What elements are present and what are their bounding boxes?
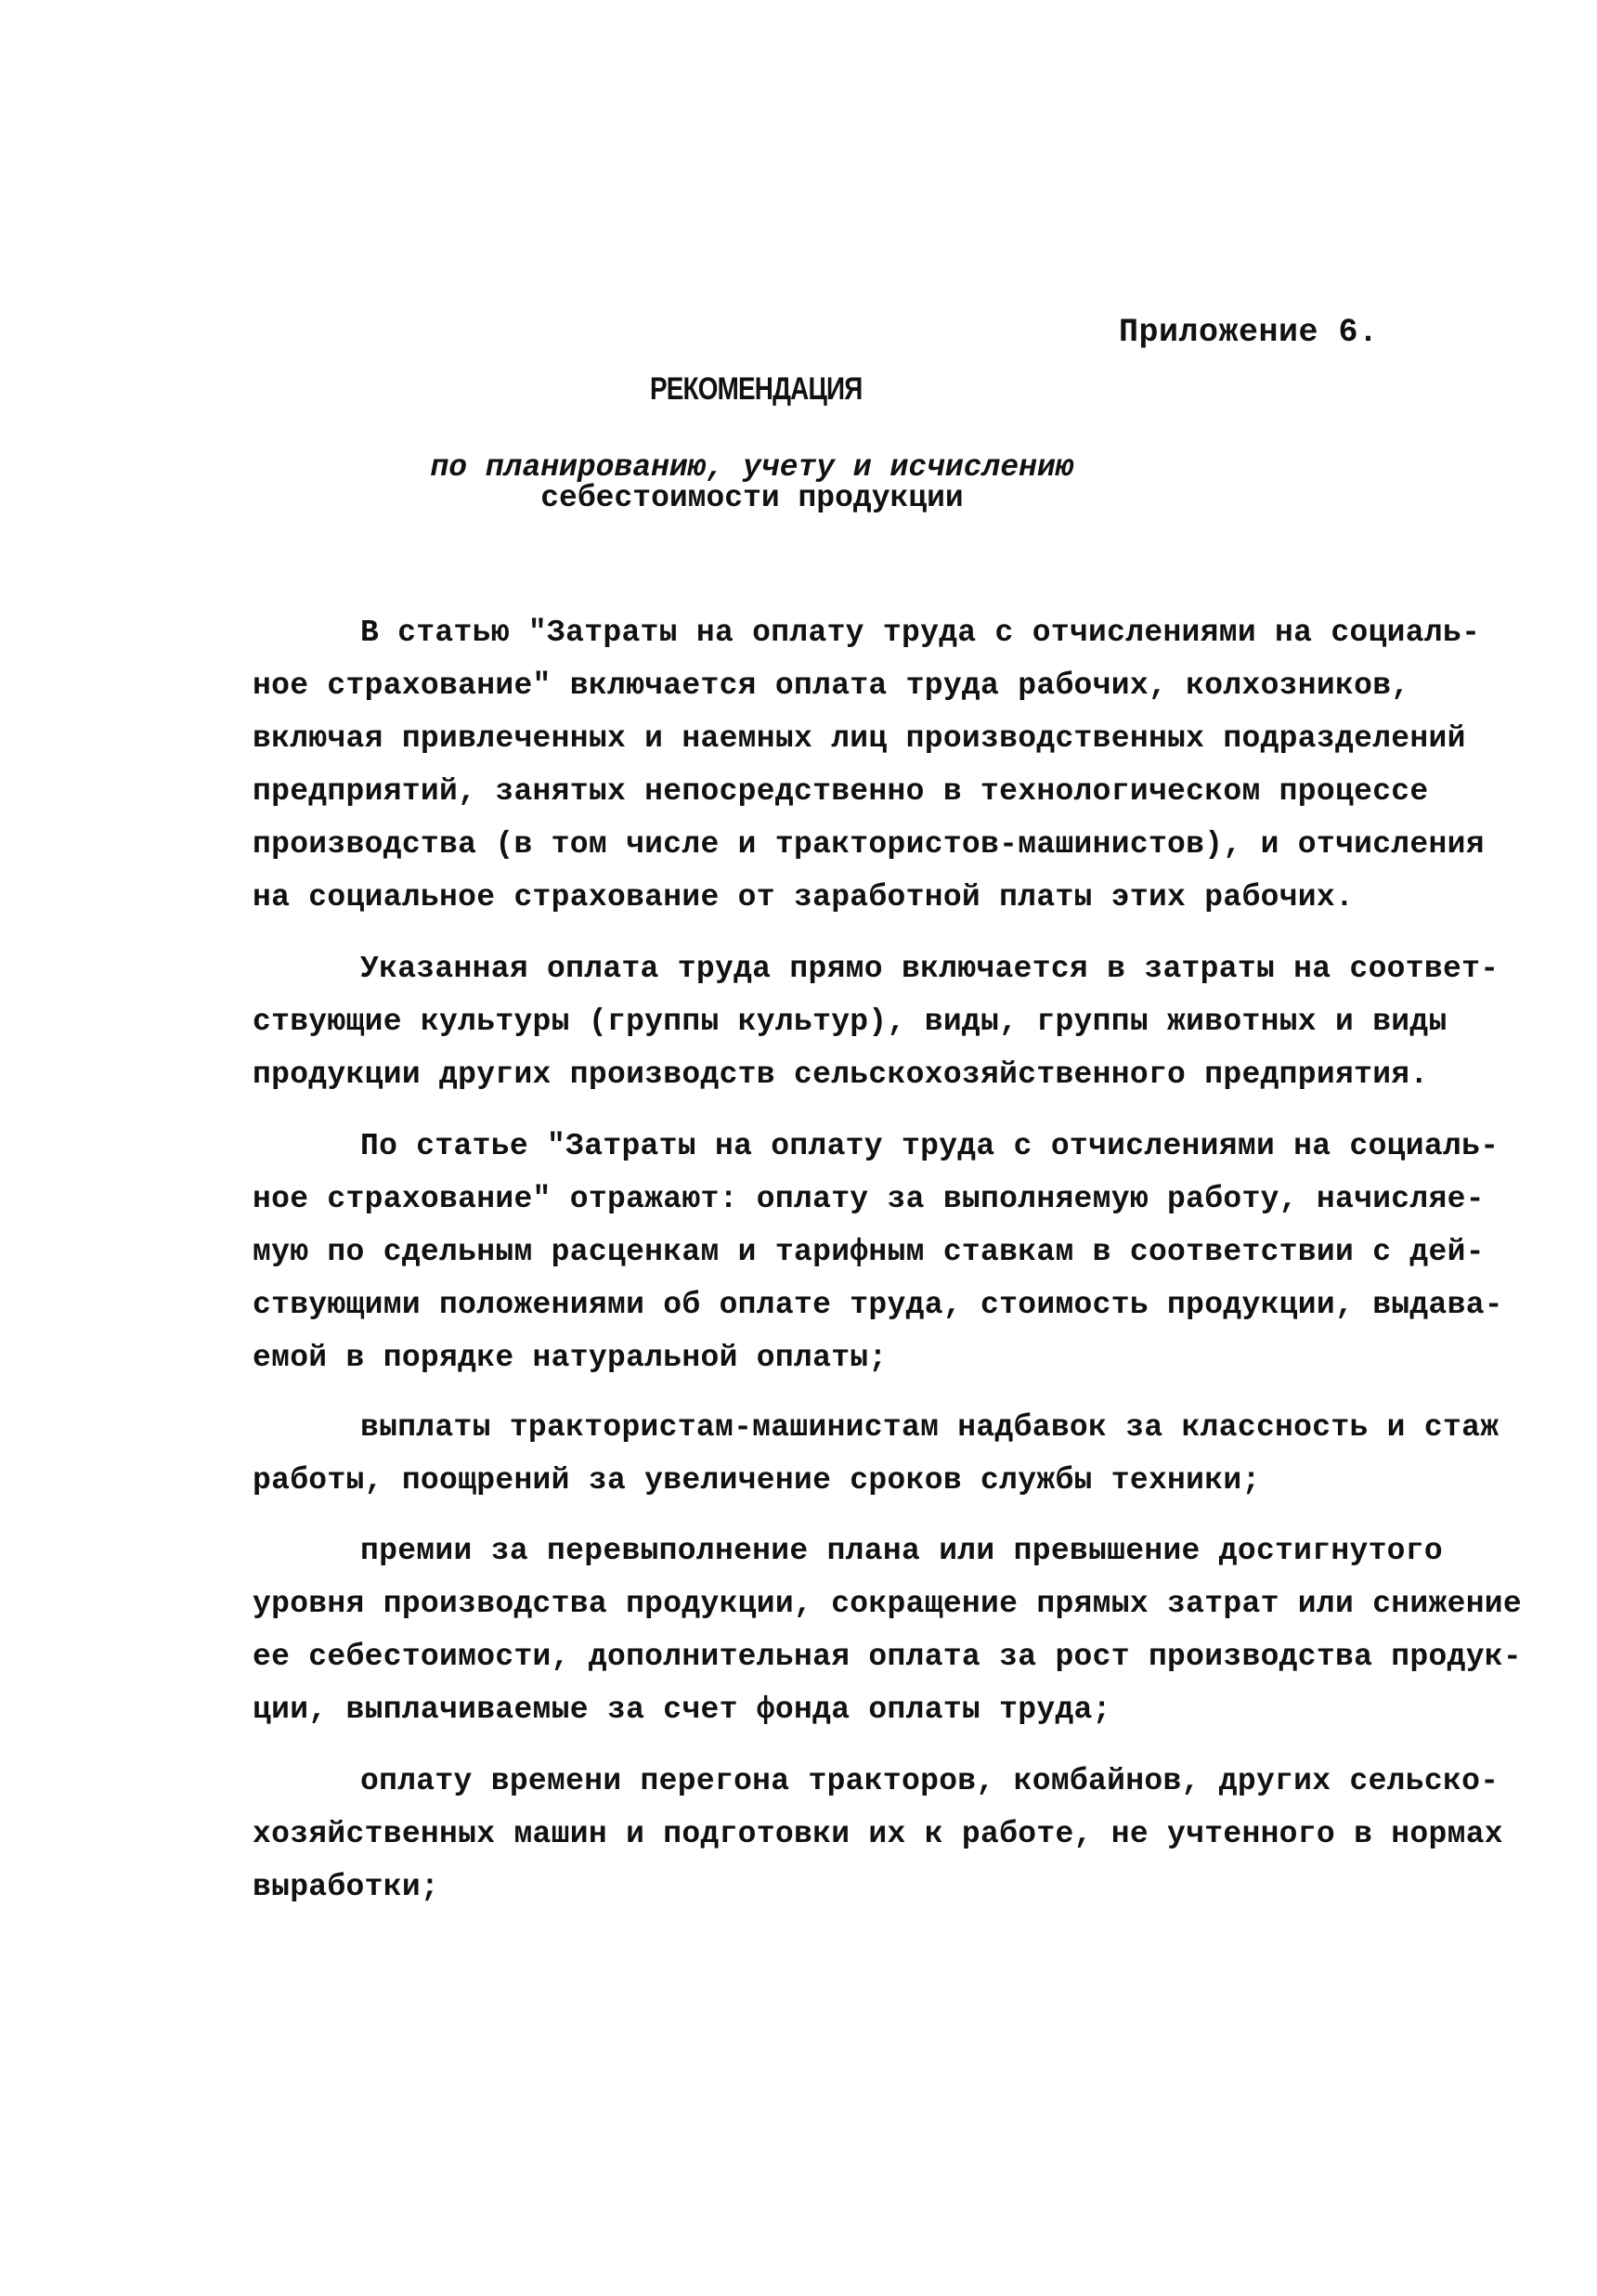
body-line: работы, поощрений за увеличение сроков службы техники; <box>253 1463 1261 1498</box>
appendix-label: Приложение 6. <box>1119 314 1379 351</box>
document-title: РЕКОМЕНДАЦИЯ <box>650 371 863 407</box>
subtitle-line: себестоимости продукции <box>540 481 964 515</box>
subtitle-line: по планированию, учету и исчислению <box>430 450 1074 485</box>
body-line: продукции других производств сельскохозяйственного предприятия. <box>253 1057 1429 1092</box>
body-line: включая привлеченных и наемных лиц производственных подразделений <box>253 721 1466 756</box>
body-line: емой в порядке натуральной оплаты; <box>253 1341 888 1375</box>
body-line: на социальное страхование от заработной платы этих рабочих. <box>253 880 1355 915</box>
body-line: ее себестоимости, дополнительная оплата за рост производства продук- <box>253 1640 1523 1674</box>
body-line: предприятий, занятых непосредственно в технологическом процессе <box>253 774 1429 809</box>
body-line: производства (в том числе и трактористов-машинистов), и отчисления <box>253 827 1485 862</box>
body-line: уровня производства продукции, сокращение прямых затрат или снижение <box>253 1587 1523 1621</box>
body-line: премии за перевыполнение плана или превышение достигнутого <box>360 1534 1443 1568</box>
body-line: ции, выплачиваемые за счет фонда оплаты труда; <box>253 1693 1111 1727</box>
body-line: ное страхование" отражают: оплату за выполняемую работу, начисляе- <box>253 1182 1485 1216</box>
body-line: оплату времени перегона тракторов, комбайнов, других сельско- <box>360 1764 1500 1798</box>
body-line: По статье "Затраты на оплату труда с отчислениями на социаль- <box>360 1129 1500 1163</box>
body-line: Указанная оплата труда прямо включается в затраты на соответ- <box>360 952 1500 986</box>
body-line: ное страхование" включается оплата труда рабочих, колхозников, <box>253 668 1410 703</box>
body-line: ствующие культуры (группы культур), виды, группы животных и виды <box>253 1005 1448 1039</box>
body-line: мую по сдельным расценкам и тарифным ставкам в соответствии с дей- <box>253 1235 1485 1269</box>
body-line: хозяйственных машин и подготовки их к работе, не учтенного в нормах <box>253 1817 1503 1851</box>
body-line: выплаты трактористам-машинистам надбавок за классность и стаж <box>360 1410 1500 1445</box>
body-line: выработки; <box>253 1870 440 1904</box>
body-line: ствующими положениями об оплате труда, стоимость продукции, выдава- <box>253 1288 1503 1322</box>
body-line: В статью "Затраты на оплату труда с отчислениями на социаль- <box>360 616 1481 650</box>
